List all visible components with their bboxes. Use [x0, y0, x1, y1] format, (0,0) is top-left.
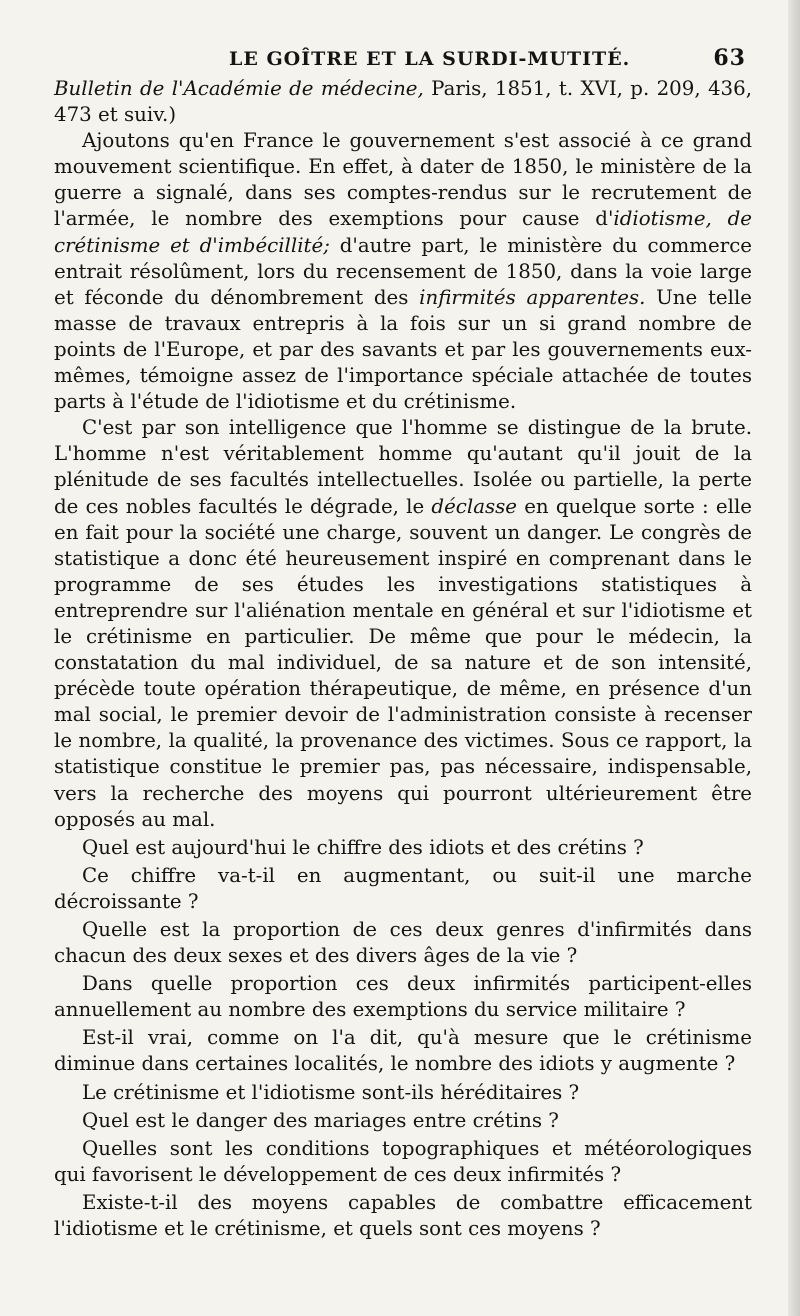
paragraph-text: Une telle masse de travaux entrepris à la fois sur un si grand nombre de points de l'Europe, et par des savants et par les gouvernements eux-mêmes, témoigne assez de l'importance spéciale attachée de toutes parts à l'étude de l'idiotisme et du crétinisme. — [54, 285, 752, 414]
question-6: Le crétinisme et l'idiotisme sont-ils héréditaires ? — [82, 1080, 580, 1104]
question-5: Est-il vrai, comme on l'a dit, qu'à mesure que le crétinisme diminue dans certaines localités, le nombre des idiots y augmente ? — [54, 1026, 752, 1076]
question-4: Dans quelle proportion ces deux infirmités participent-elles annuellement au nombre des exemptions du service militaire ? — [54, 972, 752, 1022]
emphasis-text: idiotisme, de crétinisme et d'imbécillité; — [54, 207, 752, 257]
question-9: Existe-t-il des moyens capables de combattre efficacement l'idiotisme et le crétinisme, et quels sont ces moyens ? — [54, 1190, 752, 1241]
running-title: LE GOÎTRE ET LA SURDI-MUTITÉ. — [229, 48, 631, 70]
page-body — [54, 76, 752, 1242]
question-2: Ce chiffre va-t-il en augmentant, ou suit-il une marche décroissante ? — [54, 863, 752, 913]
citation-journal: Bulletin de l'Académie de médecine, — [54, 77, 424, 100]
page-number: 63 — [713, 45, 746, 71]
paragraph-text: C'est par son intelligence que l'homme se distingue de la brute. L'homme n'est véritablement homme qu'autant qu'il jouit de la plénitude de ses facultés intellectuelles. Isolée ou partielle, la perte de ces nobles facultés le dégrade, le — [54, 416, 752, 518]
running-header — [54, 40, 752, 76]
question-1: Quel est aujourd'hui le chiffre des idiots et des crétins ? — [82, 835, 644, 859]
citation-details: Paris, 1851, t. XVI, p. 209, 436, 473 et suiv.) — [54, 77, 752, 127]
citation-continuation — [54, 76, 752, 128]
emphasis-text: déclasse — [431, 494, 517, 518]
paragraph-text: d'autre part, le ministère du commerce entrait résolûment, lors du recensement de 1850, dans la voie large et féconde du dénombrement des — [54, 233, 752, 309]
page-edge-shadow — [788, 0, 800, 1316]
emphasis-text: infirmités apparentes. — [419, 285, 646, 309]
question-3: Quelle est la proportion de ces deux genres d'infirmités dans chacun des deux sexes et des divers âges de la vie ? — [54, 918, 752, 968]
question-8: Quelles sont les conditions topographiques et météorologiques qui favorisent le développement de ces deux infirmités ? — [54, 1136, 752, 1186]
paragraph-text: en quelque sorte : elle en fait pour la société une charge, souvent un danger. Le congrès de statistique a donc été heureusement inspiré en comprenant dans le programme de ses études les investigations statistiques à entreprendre sur l'aliénation mentale en général et sur l'idiotisme et le crétinisme en particulier. De même que pour le médecin, la constatation du mal individuel, de sa nature et de son intensité, précède toute opération thérapeutique, de même, en présence d'un mal social, le premier devoir de l'administration consiste à recenser le nombre, la qualité, la provenance des victimes. Sous ce rapport, la statistique constitue le premier pas, pas nécessaire, indispensable, vers la recherche des moyens qui pourront ultérieurement être opposés au mal. — [54, 494, 752, 831]
paragraph-text: Ajoutons qu'en France le gouvernement s'est associé à ce grand mouvement scientifique. En effet, à dater de 1850, le ministère de la guerre a signalé, dans ses comptes-rendus sur le recrutement de l'armée, le nombre des exemptions pour cause d' — [54, 129, 752, 231]
question-7: Quel est le danger des mariages entre crétins ? — [82, 1108, 559, 1132]
paragraph-france-government — [54, 128, 752, 415]
paragraph-intelligence — [54, 415, 752, 833]
